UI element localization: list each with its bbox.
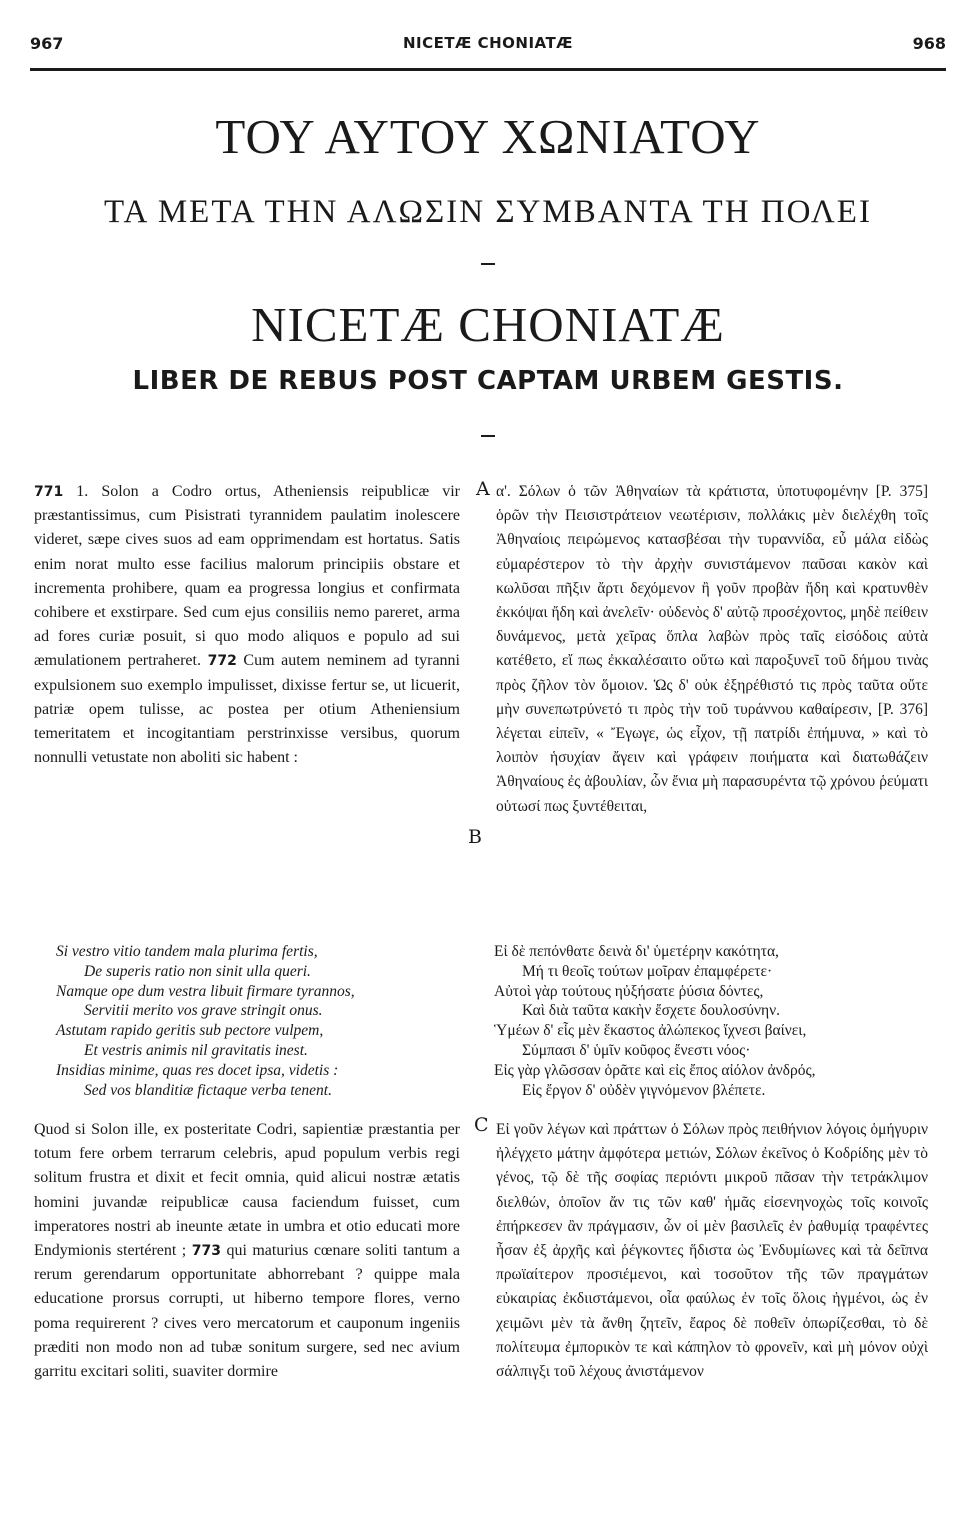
latin-title: NICETÆ CHONIATÆ xyxy=(251,297,725,352)
page-marker: 771 xyxy=(34,484,64,500)
latin-text: 1. Solon a Codro ortus, Atheniensis reipublicæ vir præstantissimus, cum Pisistrati tyrannidem paulatim inolescere videret, sæpe cives suos ad eam opprimendam est hortatus. Satis enim norat multo esse facilius malorum principiis obstare et incrementa prohibere, quam ea progressa longius et confirmata cohibere et exstirpare. Sed cum ejus consiliis nemo pareret, arma ad fores curiæ posuit, si quo modo aliquos e populo ad sui æmulationem pertraheret. xyxy=(34,483,460,670)
verse-line: Si vestro vitio tandem mala plurima fertis, xyxy=(56,943,318,960)
section-letter-b: B xyxy=(468,826,482,848)
latin-text: qui maturius cœnare soliti tantum a rerum gerendarum opportunitate abhorrebant ? quippe mala educatione prorsus corrupti, ut hiberno tempore flores, verno poma requirerent ? cives vero mercatorum et cauponum ingeniis præditi non modo non ad tubæ sonitum surgere, sed nec avium garritu excitari soliti, suaviter dormire xyxy=(34,1242,460,1381)
verse-line: De superis ratio non sinit ulla queri. xyxy=(84,962,311,980)
section-letter-a: A xyxy=(476,478,490,500)
running-head xyxy=(30,34,946,56)
latin-paragraph-2 xyxy=(34,1118,460,1384)
header-rule xyxy=(30,68,946,71)
verse-line: Insidias minime, quas res docet ipsa, videtis : xyxy=(56,1061,339,1079)
page-number-right: 968 xyxy=(912,34,946,53)
greek-paragraph-2-text: Εἰ γοῦν λέγων καὶ πράττων ὁ Σόλων πρὸς πειθήνιον λόγοις ὁμήγυριν ἠλέγχετο μάτην ἀμφότερα μετιών, Σόλων ἐκεῖνος ὁ Κοδρίδης μὲν τὸ γένος, τῷ δὲ τῆς σοφίας περιόντι μικροῦ πᾶσαν τὴν τετράκλιμον διελθών, ὁποῖον ἄν τις τῶν καθ' ἡμᾶς εἰσενηνοχὼς τοῖς κοινοῖς ἐπήρκεσεν ἂν πράγμασιν, ὧν οἱ μὲν βασιλεῖς ἐν ῥαθυμίᾳ τραφέντες ἦσαν ἐξ ἀρχῆς καὶ ῥέγκοντες ἥδιστα ὡς Ἐνδυμίωνες καὶ τὰ δεῖπνα πρωϊαίτερον προσιέμενοι, καὶ τοσοῦτον τῆς τῶν πραγμάτων εὐκαιρίας ἐκδιιστάμενοι, οἷα φαύλως ἐν τοῖς ὅλοις ἠγμένοι, ὡς ἐν χειμῶνι μὲν τὰ ἄνθη ζητεῖν, ἔαρος δὲ ποθεῖν ὀπωρίζεσθαι, τὸ δὲ πολίτευμα ἐμπορικὸν τε καὶ κάπηλον τὸ φρονεῖν, καὶ μὴ μόνον οὐχὶ σάλπιγξι τοῦ λέχους ἀνιστάμενον xyxy=(496,1121,928,1381)
verse-line: Et vestris animis nil gravitatis inest. xyxy=(84,1041,308,1059)
page-marker: 772 xyxy=(207,653,237,670)
verse-line: Σύμπασι δ' ὑμῖν κοῦφος ἔνεστι νόος· xyxy=(522,1041,751,1059)
greek-subtitle: ΤΑ ΜΕΤΑ ΤΗΝ ΑΛΩΣΙΝ ΣΥΜΒΑΝΤΑ ΤΗ ΠΟΛΕΙ xyxy=(104,194,872,230)
verse-line: Αὐτοὶ γὰρ τούτους ηὐξήσατε ῥύσια δόντες, xyxy=(494,982,764,1000)
section-letter-c: C xyxy=(474,1114,489,1136)
greek-title: ΤΟΥ ΑΥΤΟΥ ΧΩΝΙΑΤΟΥ xyxy=(215,109,761,164)
latin-text: Quod si Solon ille, ex posteritate Codri, sapientiæ præstantia per totum fere orbem terrarum celebris, apud populum verbis regi solitum frustra et dixit et fecit omnia, quid alicui nostræ ætatis homini juvandæ reipublicæ causa faciendum fuisset, cum imperatores nostri ab ineunte ætate in umbra et otio educati more Endymionis stertérent ; xyxy=(34,1121,460,1260)
verse-line: Servitii merito vos grave stringit onus. xyxy=(84,1002,323,1020)
verse-line: Namque ope dum vestra libuit firmare tyrannos, xyxy=(56,982,355,1000)
greek-paragraph-1 xyxy=(496,480,928,819)
latin-text: Cum autem neminem ad tyranni expulsionem suo exemplo impulisset, dixisse fertur se, ut licuerit, patriæ opem tulisse, ac postea per otium Atheniensium temeritatem et incogitantiam perstrinxisse versibus, quorum nonnulli vetustate non aboliti sic habent : xyxy=(34,652,461,767)
latin-paragraph-2-text xyxy=(34,1118,460,1384)
verse-line: Sed vos blanditiæ fictaque verba tenent. xyxy=(84,1081,332,1099)
verse-line: Μή τι θεοῖς τούτων μοῖραν ἐπαμφέρετε· xyxy=(522,962,773,980)
latin-verse xyxy=(56,942,476,1100)
subtitle-dash-divider xyxy=(481,435,495,437)
page-number-left: 967 xyxy=(30,34,64,53)
title-dash-divider xyxy=(481,263,495,265)
latin-paragraph-1-text xyxy=(34,480,460,770)
greek-verse xyxy=(494,942,934,1100)
greek-paragraph-1-text: α'. Σόλων ὁ τῶν Ἀθηναίων τὰ κράτιστα, ὑποτυφομένην [P. 375] ὁρῶν τὴν Πεισιστράτειον νεωτέρισιν, πολλάκις μὲν διελέχθη τοῖς Ἀθηναίοις πειρώμενος κατασβέσαι τὴν τυραννίδα, εὖ μάλα εἰδὼς εὐμαρέστερον τὸ τὴν ἀρχὴν συνιστάμενον παῦσαι κακὸν καὶ κωλῦσαι πῆξιν ἄρτι δεχόμενον ἢ γοῦν προβὰν ἤδη καὶ κρατυνθὲν ἐκκόψαι ἤδη καὶ ἀνελεῖν· οὐδενὸς δ' αὐτῷ προσέχοντος, μηδὲ πείθειν δυνάμενος, μετὰ χεῖρας ὅπλα λαβὼν πρὸς ταῖς εἰσόδοις αὐτὰ κατέθετο, εἴ πως ἐκκαλέσαιτο οὕτω καὶ παροξυνεῖ τοῦ δήμου τινὰς πρὸς ζῆλον τὸν ὅμοιον. Ὡς δ' οὐκ ἐξηρέθιστό τις πρὸς ταῦτα οὔτε μὴν συνεπωτρύνετό τι πρὸς τὴν τοῦ τυράννου καθαίρεσιν, [P. 376] λέγεται εἰπεῖν, « Ἔγωγε, ὡς εἶχον, τῇ πατρίδι ἐπήμυνα, » καὶ τὸ λοιπὸν ἡσυχίαν ἄγειν καὶ γράφειν ποιήματα καὶ διατωθάζειν Ἀθηναίους ἐς ἀβουλίαν, ὧν ἔνια μὴ παρασυρέντα τῷ χρόνου ῥεύματι οὑτωσί πως ξυντέθειται, xyxy=(496,483,928,815)
latin-subtitle: LIBER DE REBUS POST CAPTAM URBEM GESTIS. xyxy=(132,366,844,396)
page-marker: 773 xyxy=(191,1243,221,1260)
verse-line: Astutam rapido geritis sub pectore vulpem, xyxy=(56,1022,324,1040)
verse-line: Εἰ δὲ πεπόνθατε δεινὰ δι' ὑμετέρην κακότητα, xyxy=(494,943,779,960)
verse-line: Εἰς γὰρ γλῶσσαν ὁρᾶτε καὶ εἰς ἔπος αἰόλον ἀνδρός, xyxy=(494,1061,816,1079)
verse-line: Καὶ διὰ ταῦτα κακὴν ἔσχετε δουλοσύνην. xyxy=(522,1002,780,1020)
latin-paragraph-1 xyxy=(34,480,460,770)
verse-line: Ὑμέων δ' εἷς μὲν ἕκαστος ἀλώπεκος ἴχνεσι βαίνει, xyxy=(494,1022,807,1040)
greek-paragraph-2 xyxy=(496,1118,928,1384)
verse-line: Εἰς ἔργον δ' οὐδὲν γιγνόμενον βλέπετε. xyxy=(522,1081,766,1099)
running-head-title: NICETÆ CHONIATÆ xyxy=(402,34,574,52)
